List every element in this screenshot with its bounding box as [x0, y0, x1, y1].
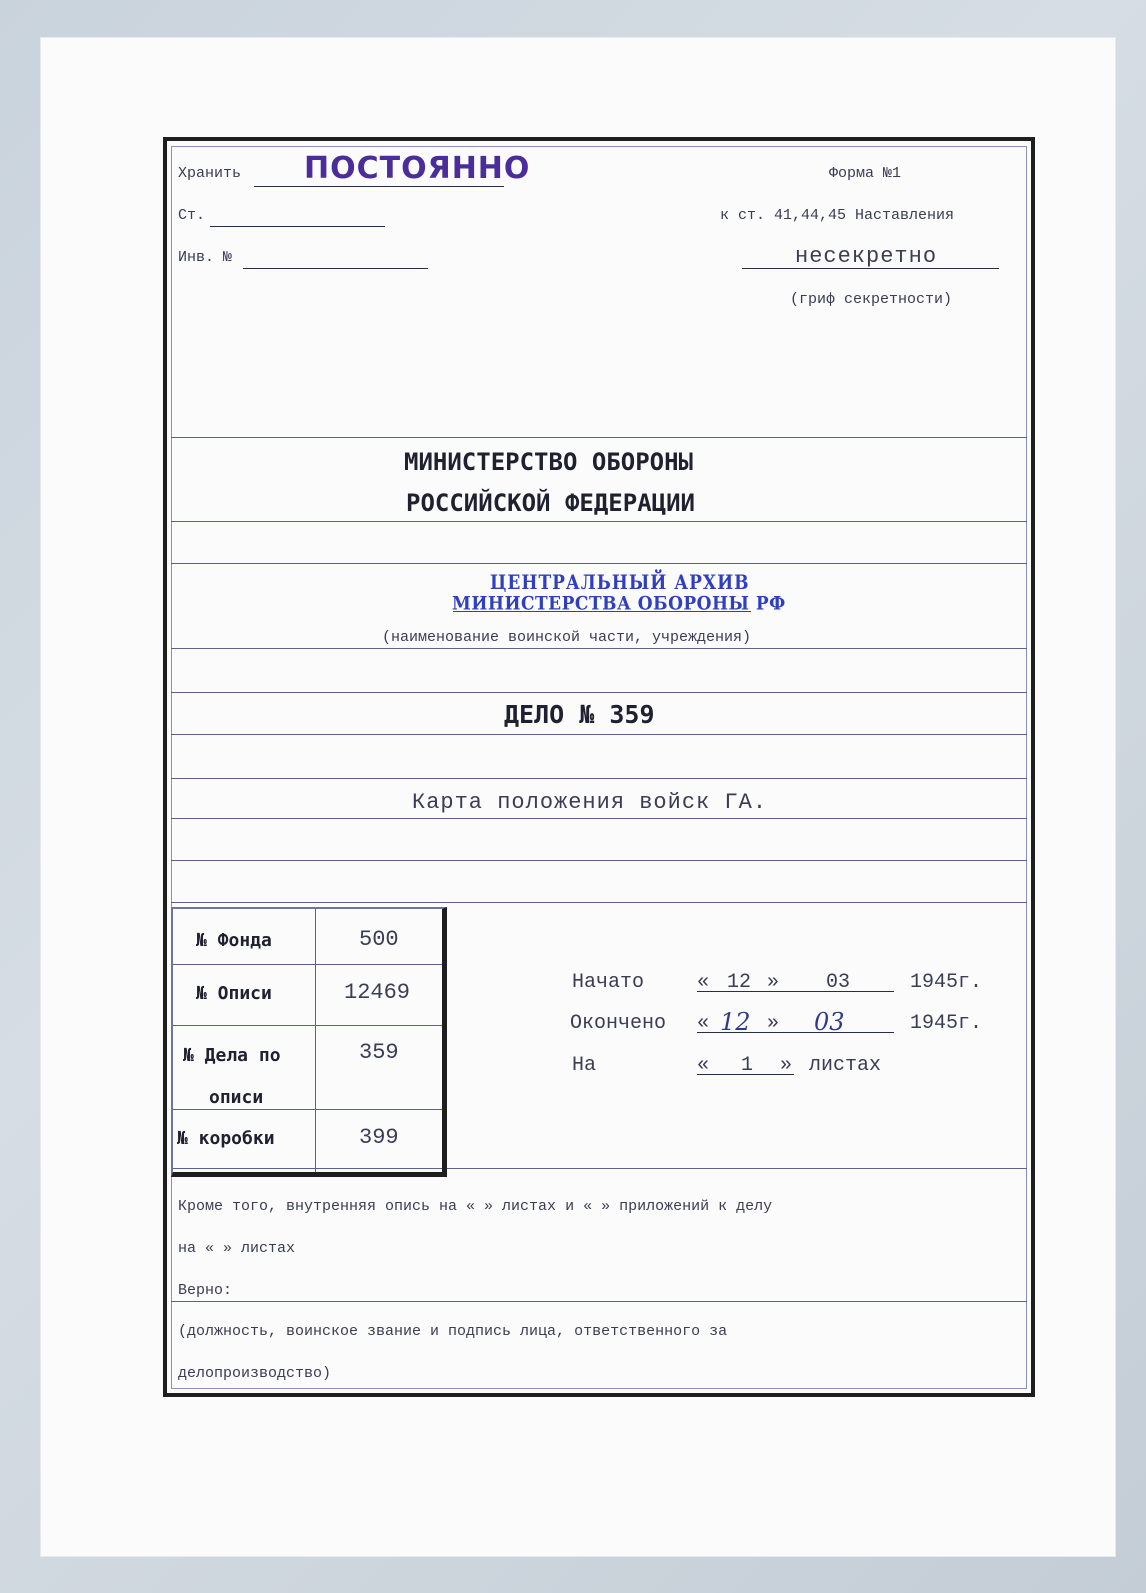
case-title: ДЕЛО № 359 [504, 700, 655, 729]
rule-7 [171, 778, 1027, 779]
opis-label: № Описи [196, 983, 272, 1004]
secrecy-caption: (гриф секретности) [790, 291, 953, 308]
keep-label: Хранить [178, 165, 242, 182]
rule-8 [171, 818, 1027, 819]
finished-day: 12 [720, 1008, 751, 1036]
unit-caption: (наименование воинской части, учреждения) [382, 629, 752, 646]
archive-stamp-line-1: ЦЕНТРАЛЬНЫЙ АРХИВ [490, 571, 750, 595]
finished-open-quote: « [697, 1012, 710, 1035]
started-label: Начато [572, 971, 645, 994]
rule-9 [171, 860, 1027, 861]
fond-value: 500 [359, 927, 399, 952]
rule-10 [171, 902, 1027, 903]
verified-label: Верно: [178, 1282, 233, 1299]
article-ref: к ст. 41,44,45 Наставления [720, 207, 955, 224]
sheets-count: 1 [741, 1054, 754, 1077]
index-row-rule-1 [173, 964, 442, 965]
rule-1 [171, 437, 1027, 438]
secrecy-underline [742, 268, 999, 269]
keep-stamp: ПОСТОЯННО [304, 151, 531, 186]
rule-3 [171, 563, 1027, 564]
box-label: № коробки [177, 1128, 275, 1149]
case-subject: Карта положения войск ГА. [412, 790, 768, 815]
footer-line-4: делопроизводство) [178, 1365, 332, 1382]
rule-2 [171, 521, 1027, 522]
ministry-line-1: МИНИСТЕРСТВО ОБОРОНЫ [404, 448, 693, 476]
index-table-divider [315, 909, 316, 1172]
started-open-quote: « [697, 971, 710, 994]
st-label: Ст. [178, 207, 206, 224]
opis-value: 12469 [344, 980, 411, 1005]
sheets-label: На [572, 1054, 597, 1077]
index-row-rule-2 [173, 1025, 442, 1026]
delo-label: № Дела по [183, 1045, 281, 1066]
box-value: 399 [359, 1125, 399, 1150]
started-underline [697, 991, 894, 992]
started-close-quote: » [767, 971, 780, 994]
inv-label: Инв. № [178, 249, 233, 266]
rule-4 [171, 648, 1027, 649]
sheets-underline [697, 1074, 794, 1075]
delo-label-2: описи [209, 1087, 264, 1108]
delo-value: 359 [359, 1040, 399, 1065]
archive-stamp-underline [453, 611, 751, 612]
rule-12 [171, 1301, 1027, 1302]
archive-stamp-line-2: МИНИСТЕРСТВА ОБОРОНЫ РФ [452, 593, 786, 615]
finished-month: 03 [814, 1008, 845, 1036]
finished-year: 1945г. [910, 1012, 983, 1035]
keep-underline [254, 186, 504, 187]
rule-6 [171, 734, 1027, 735]
started-day: 12 [727, 971, 752, 994]
rule-5 [171, 692, 1027, 693]
inv-underline [243, 268, 428, 269]
sheets-close-quote: » [780, 1054, 793, 1077]
finished-underline [697, 1032, 894, 1033]
sheets-suffix: листах [809, 1054, 882, 1077]
sheets-open-quote: « [697, 1054, 710, 1077]
started-year: 1945г. [910, 971, 983, 994]
index-row-rule-3 [173, 1109, 442, 1110]
started-month: 03 [826, 971, 851, 994]
finished-label: Окончено [570, 1012, 667, 1035]
footer-line-3: (должность, воинское звание и подпись лица, ответственного за [178, 1323, 728, 1340]
form-label: Форма №1 [829, 165, 902, 182]
footer-line-1: Кроме того, внутренняя опись на « » листах и « » приложений к делу [178, 1198, 773, 1215]
st-underline [210, 226, 385, 227]
secrecy-value: несекретно [795, 244, 938, 269]
ministry-line-2: РОССИЙСКОЙ ФЕДЕРАЦИИ [406, 489, 695, 517]
finished-close-quote: » [767, 1012, 780, 1035]
footer-line-2: на « » листах [178, 1240, 296, 1257]
fond-label: № Фонда [196, 930, 272, 951]
